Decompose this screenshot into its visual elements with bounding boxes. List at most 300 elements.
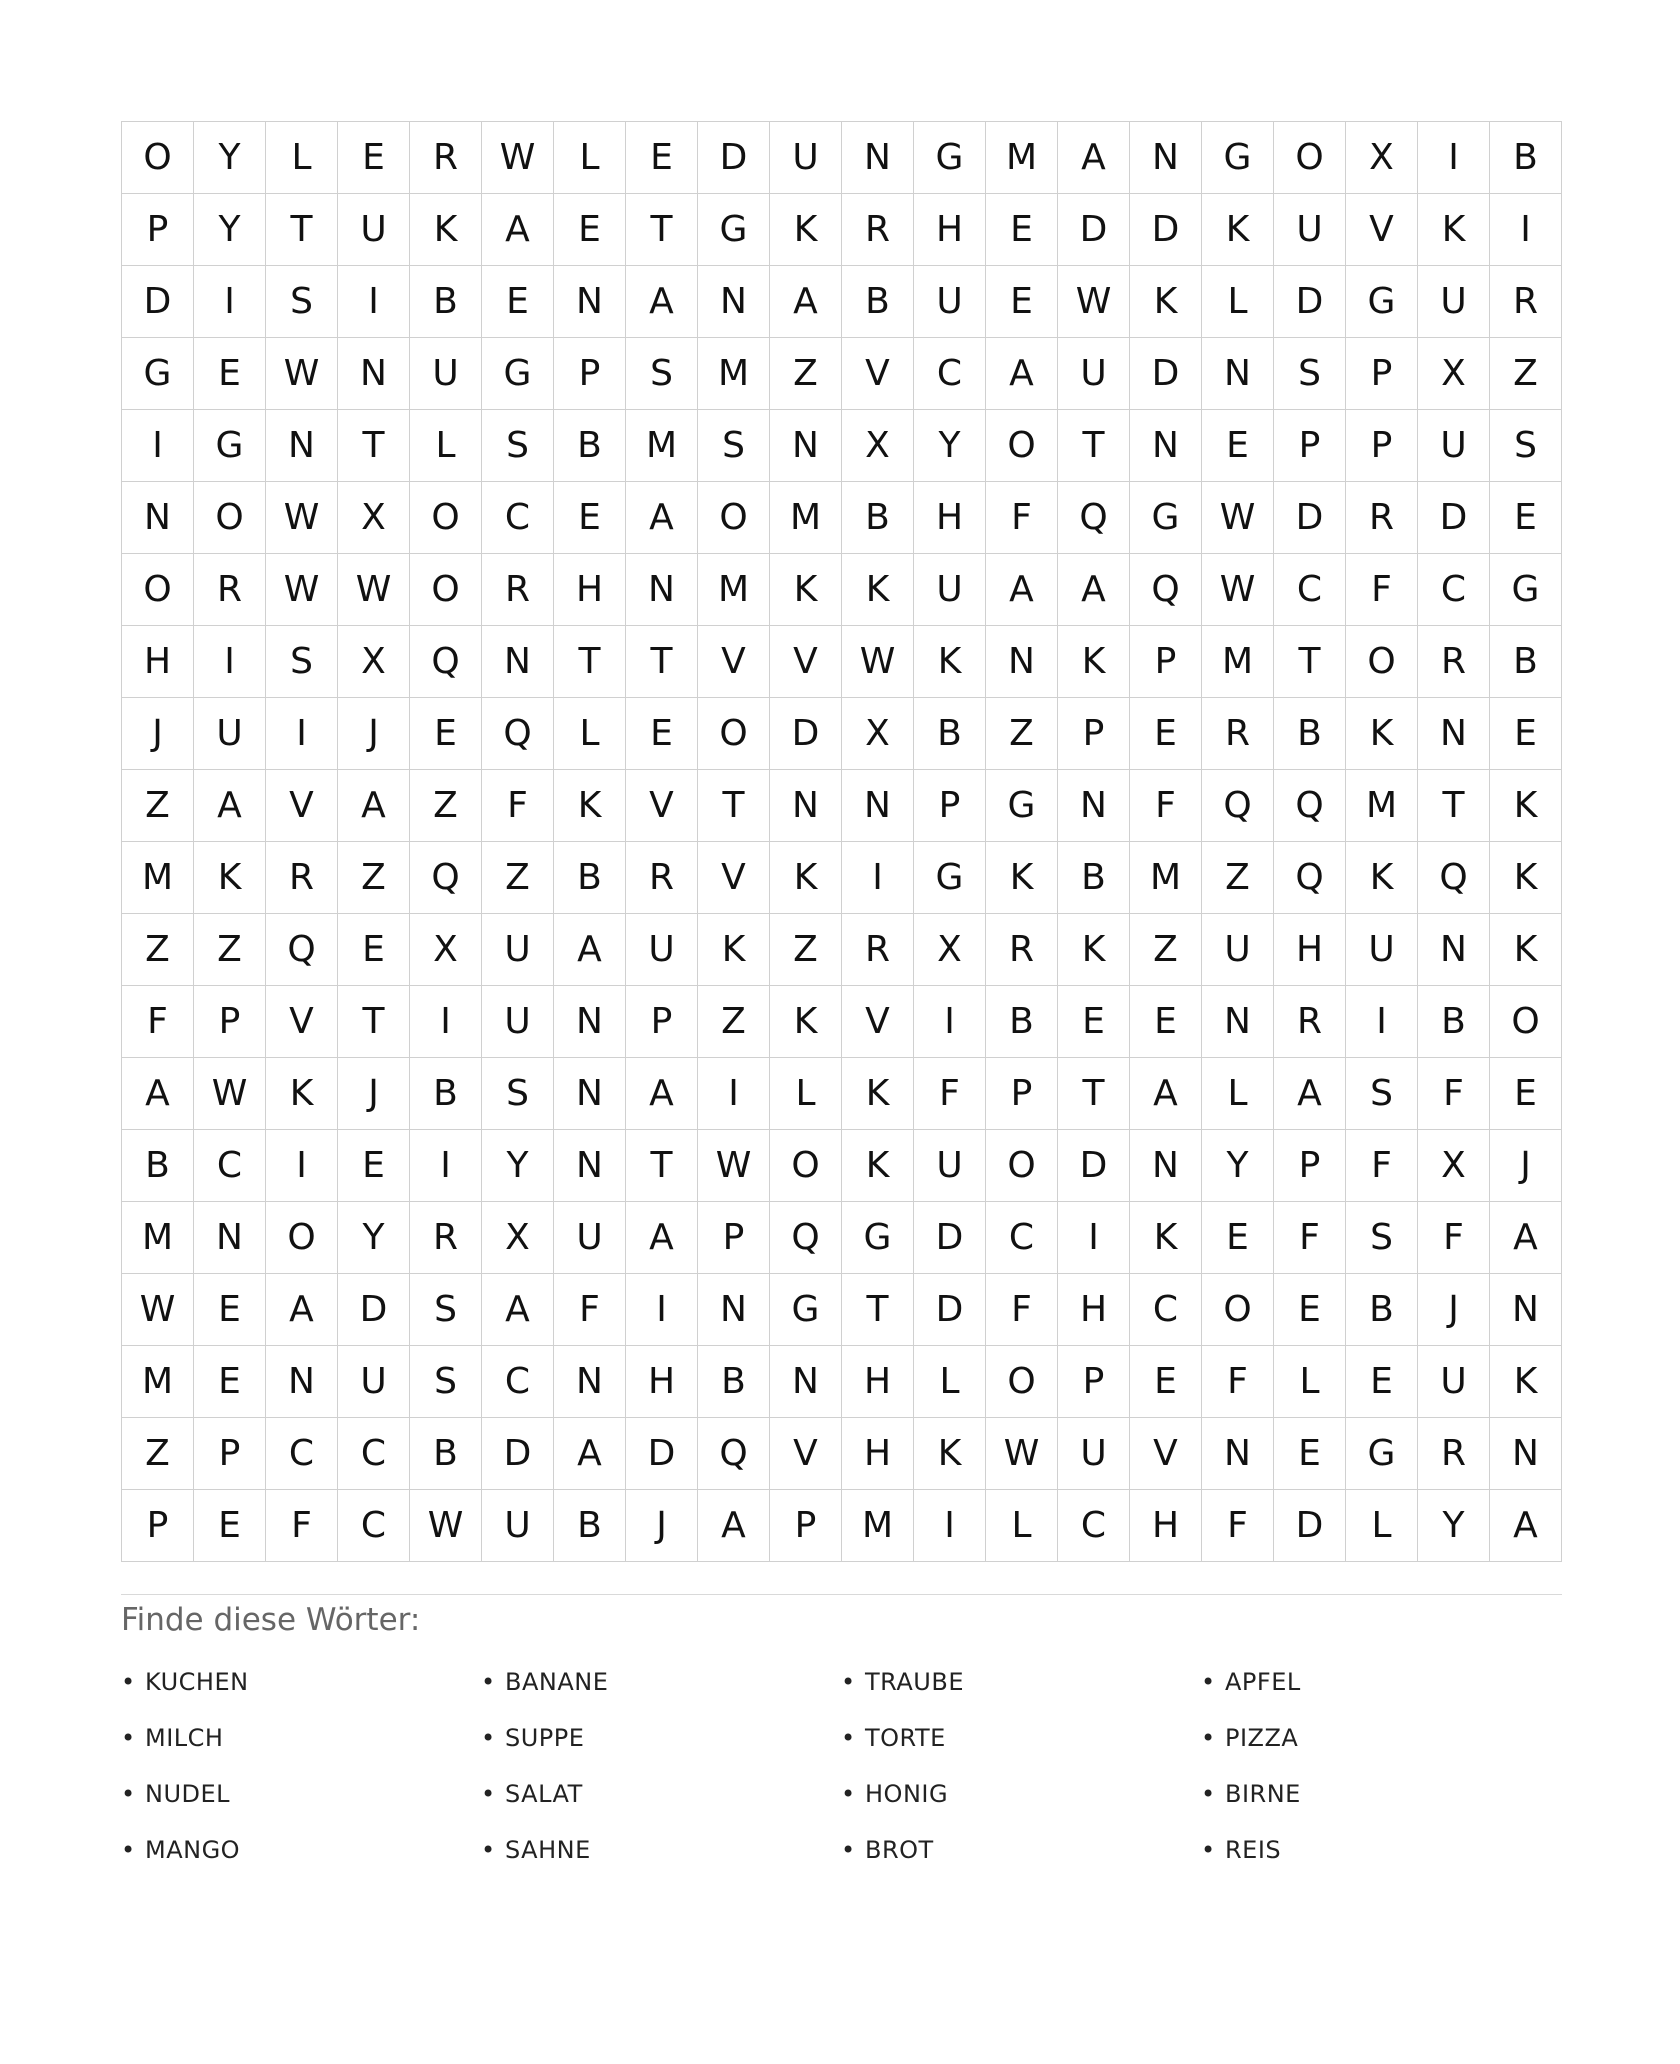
grid-cell[interactable]: K xyxy=(1490,914,1562,986)
grid-cell[interactable]: U xyxy=(1274,194,1346,266)
grid-cell[interactable]: Q xyxy=(1418,842,1490,914)
grid-cell[interactable]: I xyxy=(122,410,194,482)
grid-cell[interactable]: D xyxy=(1418,482,1490,554)
grid-cell[interactable]: A xyxy=(1274,1058,1346,1130)
grid-cell[interactable]: G xyxy=(698,194,770,266)
grid-cell[interactable]: T xyxy=(1274,626,1346,698)
grid-cell[interactable]: L xyxy=(986,1490,1058,1562)
grid-cell[interactable]: U xyxy=(1418,1346,1490,1418)
grid-cell[interactable]: F xyxy=(1346,1130,1418,1202)
grid-cell[interactable]: V xyxy=(266,770,338,842)
grid-cell[interactable]: N xyxy=(338,338,410,410)
grid-cell[interactable]: C xyxy=(1418,554,1490,626)
grid-cell[interactable]: V xyxy=(842,986,914,1058)
grid-cell[interactable]: K xyxy=(1058,626,1130,698)
grid-cell[interactable]: G xyxy=(1346,1418,1418,1490)
grid-cell[interactable]: B xyxy=(986,986,1058,1058)
grid-cell[interactable]: E xyxy=(1130,698,1202,770)
grid-cell[interactable]: L xyxy=(770,1058,842,1130)
grid-cell[interactable]: T xyxy=(842,1274,914,1346)
grid-cell[interactable]: I xyxy=(1058,1202,1130,1274)
grid-cell[interactable]: F xyxy=(1418,1202,1490,1274)
grid-cell[interactable]: N xyxy=(554,1058,626,1130)
grid-cell[interactable]: D xyxy=(1274,482,1346,554)
grid-cell[interactable]: R xyxy=(1418,626,1490,698)
grid-cell[interactable]: F xyxy=(1202,1346,1274,1418)
grid-cell[interactable]: A xyxy=(1490,1490,1562,1562)
grid-cell[interactable]: I xyxy=(914,1490,986,1562)
grid-cell[interactable]: C xyxy=(1274,554,1346,626)
grid-cell[interactable]: H xyxy=(842,1346,914,1418)
grid-cell[interactable]: J xyxy=(338,1058,410,1130)
grid-cell[interactable]: K xyxy=(842,554,914,626)
grid-cell[interactable]: N xyxy=(266,410,338,482)
grid-cell[interactable]: K xyxy=(410,194,482,266)
grid-cell[interactable]: N xyxy=(1418,698,1490,770)
grid-cell[interactable]: R xyxy=(986,914,1058,986)
grid-cell[interactable]: U xyxy=(1202,914,1274,986)
grid-cell[interactable]: W xyxy=(1202,482,1274,554)
grid-cell[interactable]: D xyxy=(1130,194,1202,266)
grid-cell[interactable]: O xyxy=(698,482,770,554)
grid-cell[interactable]: K xyxy=(1490,842,1562,914)
grid-cell[interactable]: I xyxy=(266,698,338,770)
grid-cell[interactable]: T xyxy=(1058,410,1130,482)
grid-cell[interactable]: U xyxy=(770,122,842,194)
grid-cell[interactable]: Y xyxy=(482,1130,554,1202)
grid-cell[interactable]: O xyxy=(1202,1274,1274,1346)
grid-cell[interactable]: M xyxy=(1346,770,1418,842)
grid-cell[interactable]: K xyxy=(1346,698,1418,770)
grid-cell[interactable]: U xyxy=(482,986,554,1058)
grid-cell[interactable]: D xyxy=(914,1202,986,1274)
grid-cell[interactable]: I xyxy=(1490,194,1562,266)
grid-cell[interactable]: N xyxy=(770,410,842,482)
grid-cell[interactable]: O xyxy=(986,410,1058,482)
grid-cell[interactable]: B xyxy=(914,698,986,770)
grid-cell[interactable]: W xyxy=(1202,554,1274,626)
grid-cell[interactable]: M xyxy=(626,410,698,482)
grid-cell[interactable]: B xyxy=(1274,698,1346,770)
grid-cell[interactable]: W xyxy=(122,1274,194,1346)
grid-cell[interactable]: O xyxy=(986,1346,1058,1418)
grid-cell[interactable]: V xyxy=(626,770,698,842)
grid-cell[interactable]: O xyxy=(1274,122,1346,194)
grid-cell[interactable]: X xyxy=(1346,122,1418,194)
grid-cell[interactable]: F xyxy=(914,1058,986,1130)
grid-cell[interactable]: N xyxy=(482,626,554,698)
grid-cell[interactable]: K xyxy=(1490,1346,1562,1418)
grid-cell[interactable]: U xyxy=(482,914,554,986)
grid-cell[interactable]: Z xyxy=(1202,842,1274,914)
grid-cell[interactable]: X xyxy=(338,482,410,554)
grid-cell[interactable]: W xyxy=(986,1418,1058,1490)
grid-cell[interactable]: L xyxy=(1202,266,1274,338)
grid-cell[interactable]: O xyxy=(410,554,482,626)
grid-cell[interactable]: Y xyxy=(194,122,266,194)
grid-cell[interactable]: U xyxy=(626,914,698,986)
grid-cell[interactable]: D xyxy=(1058,1130,1130,1202)
grid-cell[interactable]: H xyxy=(1130,1490,1202,1562)
grid-cell[interactable]: H xyxy=(842,1418,914,1490)
grid-cell[interactable]: R xyxy=(1274,986,1346,1058)
grid-cell[interactable]: I xyxy=(842,842,914,914)
grid-cell[interactable]: D xyxy=(1274,266,1346,338)
grid-cell[interactable]: R xyxy=(1346,482,1418,554)
grid-cell[interactable]: H xyxy=(914,194,986,266)
grid-cell[interactable]: S xyxy=(698,410,770,482)
grid-cell[interactable]: F xyxy=(482,770,554,842)
grid-cell[interactable]: W xyxy=(266,482,338,554)
grid-cell[interactable]: G xyxy=(122,338,194,410)
grid-cell[interactable]: K xyxy=(1490,770,1562,842)
grid-cell[interactable]: U xyxy=(914,554,986,626)
grid-cell[interactable]: L xyxy=(1346,1490,1418,1562)
grid-cell[interactable]: Q xyxy=(1058,482,1130,554)
grid-cell[interactable]: K xyxy=(266,1058,338,1130)
grid-cell[interactable]: J xyxy=(338,698,410,770)
grid-cell[interactable]: N xyxy=(1202,986,1274,1058)
grid-cell[interactable]: P xyxy=(1346,338,1418,410)
grid-cell[interactable]: I xyxy=(194,626,266,698)
grid-cell[interactable]: O xyxy=(194,482,266,554)
grid-cell[interactable]: G xyxy=(986,770,1058,842)
grid-cell[interactable]: J xyxy=(626,1490,698,1562)
grid-cell[interactable]: W xyxy=(698,1130,770,1202)
grid-cell[interactable]: F xyxy=(1202,1490,1274,1562)
grid-cell[interactable]: U xyxy=(194,698,266,770)
grid-cell[interactable]: E xyxy=(1490,698,1562,770)
grid-cell[interactable]: P xyxy=(1274,1130,1346,1202)
grid-cell[interactable]: X xyxy=(914,914,986,986)
grid-cell[interactable]: N xyxy=(266,1346,338,1418)
grid-cell[interactable]: V xyxy=(266,986,338,1058)
grid-cell[interactable]: G xyxy=(1346,266,1418,338)
grid-cell[interactable]: Y xyxy=(194,194,266,266)
grid-cell[interactable]: L xyxy=(1274,1346,1346,1418)
grid-cell[interactable]: N xyxy=(1130,410,1202,482)
grid-cell[interactable]: N xyxy=(1490,1274,1562,1346)
grid-cell[interactable]: P xyxy=(1058,698,1130,770)
grid-cell[interactable]: E xyxy=(410,698,482,770)
grid-cell[interactable]: O xyxy=(266,1202,338,1274)
grid-cell[interactable]: F xyxy=(986,1274,1058,1346)
grid-cell[interactable]: E xyxy=(1202,1202,1274,1274)
grid-cell[interactable]: P xyxy=(698,1202,770,1274)
grid-cell[interactable]: X xyxy=(842,410,914,482)
grid-cell[interactable]: C xyxy=(482,1346,554,1418)
grid-cell[interactable]: N xyxy=(554,1130,626,1202)
grid-cell[interactable]: M xyxy=(122,842,194,914)
grid-cell[interactable]: E xyxy=(554,194,626,266)
grid-cell[interactable]: Z xyxy=(698,986,770,1058)
grid-cell[interactable]: P xyxy=(122,194,194,266)
grid-cell[interactable]: V xyxy=(698,842,770,914)
grid-cell[interactable]: M xyxy=(122,1346,194,1418)
grid-cell[interactable]: N xyxy=(842,770,914,842)
grid-cell[interactable]: U xyxy=(1058,338,1130,410)
grid-cell[interactable]: S xyxy=(410,1274,482,1346)
grid-cell[interactable]: F xyxy=(554,1274,626,1346)
grid-cell[interactable]: K xyxy=(842,1058,914,1130)
grid-cell[interactable]: I xyxy=(1346,986,1418,1058)
grid-cell[interactable]: L xyxy=(266,122,338,194)
grid-cell[interactable]: N xyxy=(1130,122,1202,194)
grid-cell[interactable]: T xyxy=(1058,1058,1130,1130)
grid-cell[interactable]: P xyxy=(770,1490,842,1562)
grid-cell[interactable]: H xyxy=(626,1346,698,1418)
grid-cell[interactable]: Z xyxy=(770,914,842,986)
grid-cell[interactable]: C xyxy=(194,1130,266,1202)
grid-cell[interactable]: Z xyxy=(122,1418,194,1490)
grid-cell[interactable]: E xyxy=(1274,1274,1346,1346)
grid-cell[interactable]: T xyxy=(1418,770,1490,842)
grid-cell[interactable]: B xyxy=(698,1346,770,1418)
grid-cell[interactable]: N xyxy=(194,1202,266,1274)
grid-cell[interactable]: P xyxy=(194,986,266,1058)
grid-cell[interactable]: P xyxy=(1058,1346,1130,1418)
grid-cell[interactable]: I xyxy=(410,1130,482,1202)
grid-cell[interactable]: Y xyxy=(914,410,986,482)
grid-cell[interactable]: K xyxy=(554,770,626,842)
grid-cell[interactable]: V xyxy=(770,1418,842,1490)
grid-cell[interactable]: B xyxy=(410,266,482,338)
grid-cell[interactable]: G xyxy=(770,1274,842,1346)
grid-cell[interactable]: Z xyxy=(482,842,554,914)
grid-cell[interactable]: U xyxy=(410,338,482,410)
grid-cell[interactable]: U xyxy=(338,194,410,266)
grid-cell[interactable]: R xyxy=(482,554,554,626)
grid-cell[interactable]: B xyxy=(554,1490,626,1562)
grid-cell[interactable]: X xyxy=(1418,338,1490,410)
grid-cell[interactable]: N xyxy=(1202,1418,1274,1490)
grid-cell[interactable]: B xyxy=(410,1058,482,1130)
grid-cell[interactable]: I xyxy=(338,266,410,338)
grid-cell[interactable]: Z xyxy=(410,770,482,842)
grid-cell[interactable]: A xyxy=(482,1274,554,1346)
grid-cell[interactable]: A xyxy=(554,914,626,986)
grid-cell[interactable]: I xyxy=(698,1058,770,1130)
grid-cell[interactable]: G xyxy=(842,1202,914,1274)
grid-cell[interactable]: E xyxy=(194,1346,266,1418)
grid-cell[interactable]: K xyxy=(770,554,842,626)
grid-cell[interactable]: I xyxy=(266,1130,338,1202)
grid-cell[interactable]: H xyxy=(1058,1274,1130,1346)
grid-cell[interactable]: E xyxy=(1058,986,1130,1058)
grid-cell[interactable]: N xyxy=(1130,1130,1202,1202)
grid-cell[interactable]: R xyxy=(626,842,698,914)
grid-cell[interactable]: H xyxy=(122,626,194,698)
grid-cell[interactable]: N xyxy=(554,1346,626,1418)
grid-cell[interactable]: K xyxy=(986,842,1058,914)
grid-cell[interactable]: X xyxy=(410,914,482,986)
grid-cell[interactable]: V xyxy=(698,626,770,698)
grid-cell[interactable]: U xyxy=(1418,410,1490,482)
grid-cell[interactable]: P xyxy=(194,1418,266,1490)
grid-cell[interactable]: U xyxy=(1418,266,1490,338)
grid-cell[interactable]: O xyxy=(698,698,770,770)
grid-cell[interactable]: C xyxy=(1130,1274,1202,1346)
grid-cell[interactable]: T xyxy=(338,986,410,1058)
grid-cell[interactable]: N xyxy=(770,1346,842,1418)
grid-cell[interactable]: W xyxy=(1058,266,1130,338)
grid-cell[interactable]: U xyxy=(482,1490,554,1562)
grid-cell[interactable]: H xyxy=(1274,914,1346,986)
grid-cell[interactable]: C xyxy=(1058,1490,1130,1562)
grid-cell[interactable]: T xyxy=(338,410,410,482)
grid-cell[interactable]: S xyxy=(1274,338,1346,410)
grid-cell[interactable]: Y xyxy=(338,1202,410,1274)
grid-cell[interactable]: K xyxy=(1058,914,1130,986)
grid-cell[interactable]: V xyxy=(1130,1418,1202,1490)
grid-cell[interactable]: J xyxy=(1418,1274,1490,1346)
grid-cell[interactable]: D xyxy=(122,266,194,338)
grid-cell[interactable]: A xyxy=(1058,122,1130,194)
grid-cell[interactable]: K xyxy=(1202,194,1274,266)
grid-cell[interactable]: G xyxy=(914,842,986,914)
grid-cell[interactable]: D xyxy=(1274,1490,1346,1562)
grid-cell[interactable]: X xyxy=(842,698,914,770)
grid-cell[interactable]: G xyxy=(482,338,554,410)
grid-cell[interactable]: N xyxy=(1418,914,1490,986)
grid-cell[interactable]: B xyxy=(1490,626,1562,698)
grid-cell[interactable]: P xyxy=(1346,410,1418,482)
grid-cell[interactable]: T xyxy=(626,194,698,266)
grid-cell[interactable]: E xyxy=(338,122,410,194)
grid-cell[interactable]: K xyxy=(698,914,770,986)
grid-cell[interactable]: C xyxy=(986,1202,1058,1274)
grid-cell[interactable]: G xyxy=(1202,122,1274,194)
grid-cell[interactable]: W xyxy=(266,338,338,410)
grid-cell[interactable]: R xyxy=(842,194,914,266)
grid-cell[interactable]: P xyxy=(986,1058,1058,1130)
grid-cell[interactable]: G xyxy=(914,122,986,194)
grid-cell[interactable]: N xyxy=(1202,338,1274,410)
grid-cell[interactable]: S xyxy=(482,1058,554,1130)
grid-cell[interactable]: F xyxy=(1418,1058,1490,1130)
grid-cell[interactable]: Z xyxy=(1490,338,1562,410)
grid-cell[interactable]: F xyxy=(1346,554,1418,626)
grid-cell[interactable]: Z xyxy=(770,338,842,410)
grid-cell[interactable]: K xyxy=(914,1418,986,1490)
grid-cell[interactable]: K xyxy=(1418,194,1490,266)
grid-cell[interactable]: N xyxy=(626,554,698,626)
grid-cell[interactable]: J xyxy=(122,698,194,770)
grid-cell[interactable]: A xyxy=(986,338,1058,410)
grid-cell[interactable]: F xyxy=(1130,770,1202,842)
grid-cell[interactable]: G xyxy=(1490,554,1562,626)
grid-cell[interactable]: W xyxy=(842,626,914,698)
grid-cell[interactable]: S xyxy=(482,410,554,482)
grid-cell[interactable]: B xyxy=(554,842,626,914)
grid-cell[interactable]: V xyxy=(770,626,842,698)
grid-cell[interactable]: K xyxy=(842,1130,914,1202)
grid-cell[interactable]: G xyxy=(1130,482,1202,554)
grid-cell[interactable]: M xyxy=(842,1490,914,1562)
grid-cell[interactable]: A xyxy=(626,1058,698,1130)
grid-cell[interactable]: W xyxy=(194,1058,266,1130)
grid-cell[interactable]: O xyxy=(770,1130,842,1202)
grid-cell[interactable]: I xyxy=(626,1274,698,1346)
grid-cell[interactable]: K xyxy=(1346,842,1418,914)
grid-cell[interactable]: J xyxy=(1490,1130,1562,1202)
grid-cell[interactable]: X xyxy=(1418,1130,1490,1202)
grid-cell[interactable]: Q xyxy=(1130,554,1202,626)
grid-cell[interactable]: W xyxy=(338,554,410,626)
grid-cell[interactable]: I xyxy=(194,266,266,338)
grid-cell[interactable]: Q xyxy=(1274,842,1346,914)
grid-cell[interactable]: E xyxy=(1130,986,1202,1058)
grid-cell[interactable]: E xyxy=(194,338,266,410)
grid-cell[interactable]: N xyxy=(986,626,1058,698)
grid-cell[interactable]: E xyxy=(1202,410,1274,482)
grid-cell[interactable]: M xyxy=(1130,842,1202,914)
grid-cell[interactable]: X xyxy=(338,626,410,698)
grid-cell[interactable]: R xyxy=(410,122,482,194)
grid-cell[interactable]: S xyxy=(626,338,698,410)
grid-cell[interactable]: M xyxy=(698,554,770,626)
grid-cell[interactable]: N xyxy=(554,266,626,338)
grid-cell[interactable]: A xyxy=(1490,1202,1562,1274)
grid-cell[interactable]: B xyxy=(410,1418,482,1490)
grid-cell[interactable]: A xyxy=(626,1202,698,1274)
grid-cell[interactable]: Q xyxy=(266,914,338,986)
grid-cell[interactable]: E xyxy=(1130,1346,1202,1418)
grid-cell[interactable]: T xyxy=(554,626,626,698)
grid-cell[interactable]: H xyxy=(554,554,626,626)
grid-cell[interactable]: Y xyxy=(1202,1130,1274,1202)
grid-cell[interactable]: B xyxy=(1058,842,1130,914)
grid-cell[interactable]: B xyxy=(554,410,626,482)
grid-cell[interactable]: A xyxy=(770,266,842,338)
grid-cell[interactable]: N xyxy=(698,1274,770,1346)
grid-cell[interactable]: O xyxy=(410,482,482,554)
grid-cell[interactable]: U xyxy=(914,266,986,338)
grid-cell[interactable]: E xyxy=(338,914,410,986)
grid-cell[interactable]: M xyxy=(122,1202,194,1274)
grid-cell[interactable]: A xyxy=(1058,554,1130,626)
grid-cell[interactable]: K xyxy=(770,986,842,1058)
grid-cell[interactable]: Z xyxy=(122,914,194,986)
grid-cell[interactable]: G xyxy=(194,410,266,482)
grid-cell[interactable]: P xyxy=(1130,626,1202,698)
grid-cell[interactable]: I xyxy=(1418,122,1490,194)
grid-cell[interactable]: F xyxy=(1274,1202,1346,1274)
grid-cell[interactable]: N xyxy=(770,770,842,842)
grid-cell[interactable]: Q xyxy=(1274,770,1346,842)
grid-cell[interactable]: M xyxy=(1202,626,1274,698)
grid-cell[interactable]: U xyxy=(1058,1418,1130,1490)
grid-cell[interactable]: R xyxy=(1418,1418,1490,1490)
grid-cell[interactable]: T xyxy=(626,1130,698,1202)
grid-cell[interactable]: R xyxy=(1202,698,1274,770)
grid-cell[interactable]: B xyxy=(122,1130,194,1202)
grid-cell[interactable]: A xyxy=(698,1490,770,1562)
grid-cell[interactable]: W xyxy=(266,554,338,626)
grid-cell[interactable]: M xyxy=(698,338,770,410)
grid-cell[interactable]: D xyxy=(698,122,770,194)
grid-cell[interactable]: Q xyxy=(770,1202,842,1274)
grid-cell[interactable]: I xyxy=(410,986,482,1058)
grid-cell[interactable]: F xyxy=(986,482,1058,554)
grid-cell[interactable]: Z xyxy=(338,842,410,914)
grid-cell[interactable]: N xyxy=(554,986,626,1058)
grid-cell[interactable]: E xyxy=(338,1130,410,1202)
grid-cell[interactable]: Z xyxy=(986,698,1058,770)
grid-cell[interactable]: C xyxy=(338,1490,410,1562)
grid-cell[interactable]: B xyxy=(1490,122,1562,194)
grid-cell[interactable]: B xyxy=(842,482,914,554)
